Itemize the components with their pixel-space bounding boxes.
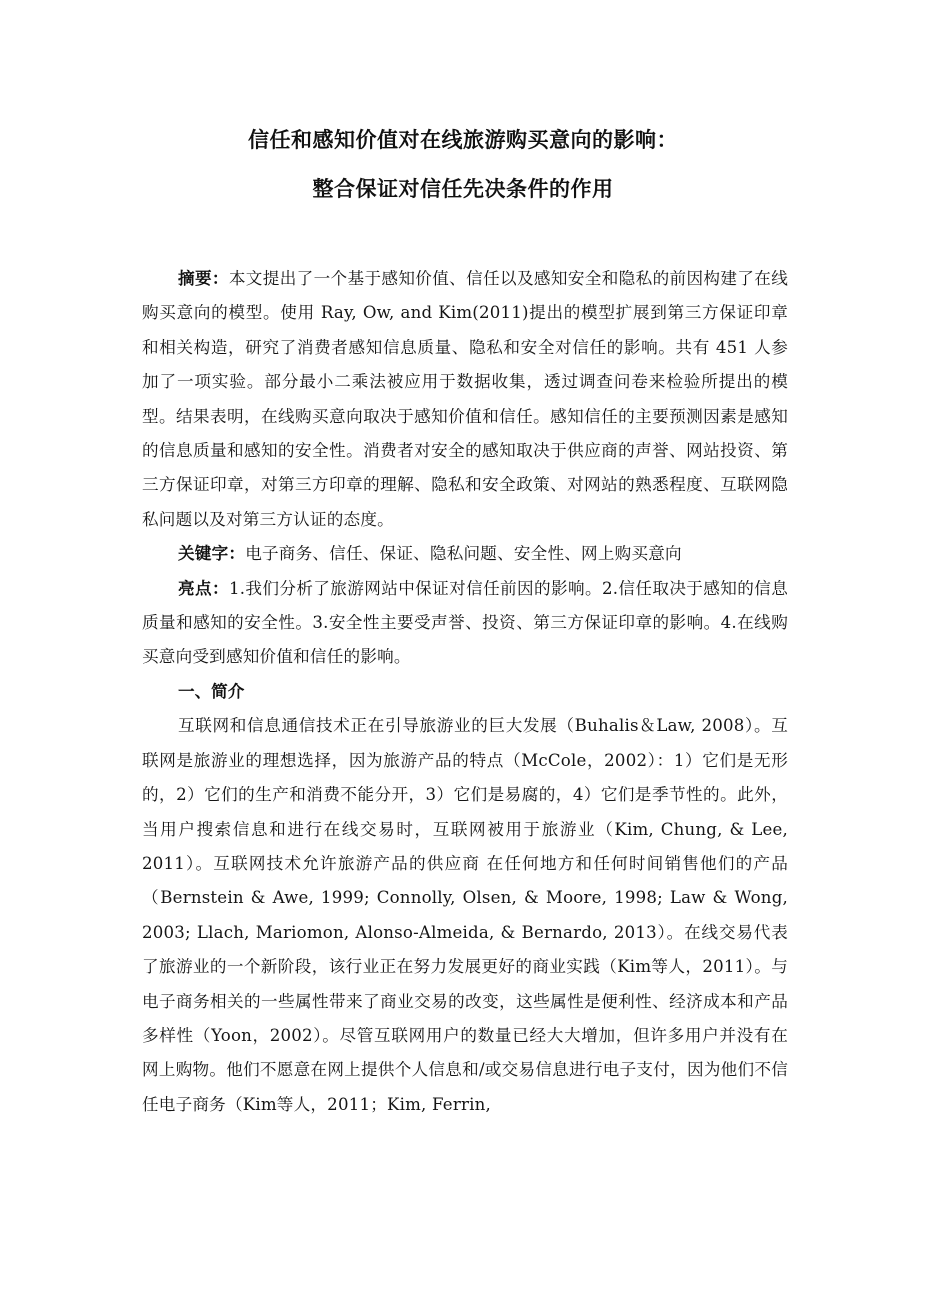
keywords-text: 电子商务、信任、保证、隐私问题、安全性、网上购买意向 <box>245 544 682 564</box>
section-heading: 一、简介 <box>178 681 245 701</box>
title-line-1: 信任和感知价值对在线旅游购买意向的影响： <box>248 128 678 152</box>
abstract-paragraph <box>142 262 788 537</box>
introduction-paragraph: 互联网和信息通信技术正在引导旅游业的巨大发展（Buhalis＆Law, 2008）。互联网是旅游业的理想选择，因为旅游产品的特点（McCole，2002）：1）它们是无形的，2）它们的生产和消费不能分开，3）它们是易腐的，4）它们是季节性的。此外，当用户搜索信息和进行在线交易时，互联网被用于旅游业（Kim, Chung, & Lee, 2011）。互联网技术允许旅游产品的供应商 在任何地方和任何时间销售他们的产品（Bernstein & Awe, 1999; Connolly, Olsen, & Moore, 1998; Law & Wong, 2003; Llach, Mariomon, Alonso-Almeida, & Bernardo, 2013）。在线交易代表了旅游业的一个新阶段，该行业正在努力发展更好的商业实践（Kim等人，2011）。与电子商务相关的一些属性带来了商业交易的改变，这些属性是便利性、经济成本和产品多样性（Yoon，2002）。尽管互联网用户的数量已经大大增加，但许多用户并没有在网上购物。他们不愿意在网上提供个人信息和/或交易信息进行电子支付，因为他们不信任电子商务（Kim等人，2011；Kim, Ferrin, <box>142 716 788 1114</box>
body-text <box>142 262 788 1122</box>
keywords-label: 关键字： <box>178 544 246 564</box>
title-line-2: 整合保证对信任先决条件的作用 <box>312 177 614 201</box>
highlights-text: 1.我们分析了旅游网站中保证对信任前因的影响。2.信任取决于感知的信息质量和感知的安全性。3.安全性主要受声誉、投资、第三方保证印章的影响。4.在线购买意向受到感知价值和信任的影响。 <box>142 578 788 667</box>
abstract-text: 本文提出了一个基于感知价值、信任以及感知安全和隐私的前因构建了在线购买意向的模型。使用 Ray, Ow, and Kim(2011)提出的模型扩展到第三方保证印章和相关构造，研究了消费者感知信息质量、隐私和安全对信任的影响。共有 451 人参加了一项实验。部分最小二乘法被应用于数据收集，透过调查问卷来检验所提出的模型。结果表明，在线购买意向取决于感知价值和信任。感知信任的主要预测因素是感知的信息质量和感知的安全性。消费者对安全的感知取决于供应商的声誉、网站投资、第三方保证印章，对第三方印章的理解、隐私和安全政策、对网站的熟悉程度、互联网隐私问题以及对第三方认证的态度。 <box>142 269 788 529</box>
keywords-paragraph <box>142 537 788 571</box>
abstract-label: 摘要： <box>178 269 229 288</box>
highlights-paragraph <box>142 572 788 675</box>
highlights-label: 亮点： <box>178 578 229 598</box>
